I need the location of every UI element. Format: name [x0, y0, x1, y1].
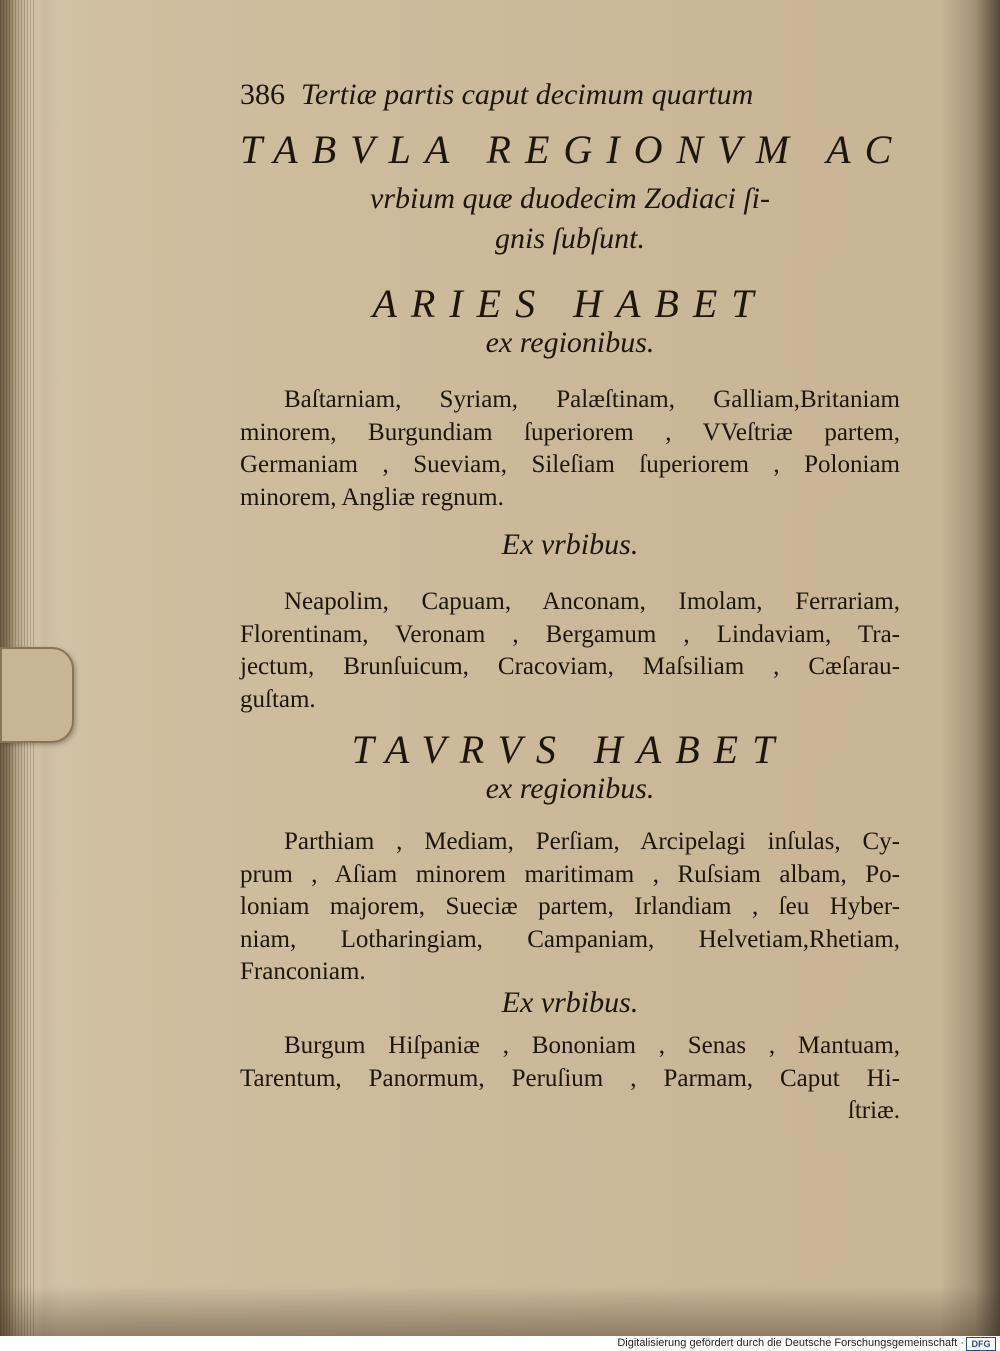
taurus-regions-paragraph — [240, 826, 900, 989]
text-line: Tarentum, Panormum, Peruſium , Parmam, Caput Hi- — [240, 1064, 900, 1092]
text-line: Franconiam. — [240, 958, 366, 985]
text-line: Burgum Hiſpaniæ , Bononiam , Senas , Mantuam, — [284, 1032, 900, 1059]
text-line: Florentinam, Veronam , Bergamum , Lindaviam, Tra- — [240, 620, 900, 648]
text-line: minorem, Burgundiam ſuperiorem , VVeſtriæ partem, — [240, 418, 900, 446]
taurus-cities-paragraph — [240, 1030, 900, 1128]
digitization-credit: Digitalisierung gefördert durch die Deutsche Forschungsgemeinschaft · — [0, 1336, 1000, 1351]
aries-cities-paragraph — [240, 586, 900, 716]
aries-heading: ARIES HABET — [372, 281, 768, 326]
aries-subheading: ex regionibus. — [485, 326, 655, 359]
text-line: guſtam. — [240, 685, 316, 713]
text-line: Baſtarniam, Syriam, Palæſtinam, Galliam,Britaniam — [284, 386, 900, 413]
text-line: ſtriæ. — [847, 1097, 900, 1124]
page-tab-marker — [0, 647, 74, 743]
taurus-cities-heading: Ex vrbibus. — [501, 986, 639, 1019]
page-number: 386 — [240, 78, 285, 111]
table-title-line2: vrbium quæ duodecim Zodiaci ſi- — [370, 182, 770, 215]
text-line: loniam majorem, Sueciæ partem, Irlandiam , ſeu Hyber- — [240, 893, 900, 920]
text-line: Germaniam , Sueviam, Sileſiam ſuperiorem , Poloniam — [240, 451, 900, 478]
taurus-subheading: ex regionibus. — [485, 772, 655, 805]
text-line: niam, Lotharingiam, Campaniam, Helvetiam,Rhetiam, — [240, 925, 900, 953]
dfg-logo: DFG — [966, 1337, 996, 1351]
text-line: Parthiam , Mediam, Perſiam, Arcipelagi inſulas, Cy- — [284, 828, 900, 855]
aries-cities-heading: Ex vrbibus. — [501, 528, 639, 561]
table-title-line3: gnis ſubſunt. — [494, 222, 645, 255]
text-line: Neapolim, Capuam, Anconam, Imolam, Ferrariam, — [284, 588, 900, 615]
text-line: minorem, Angliæ regnum. — [240, 483, 504, 511]
running-head-title: Tertiæ partis caput decimum quartum — [301, 78, 754, 111]
taurus-heading: TAVRVS HABET — [351, 727, 789, 772]
running-head — [240, 78, 800, 112]
text-line: prum , Aſiam minorem maritimam , Ruſsiam albam, Po- — [240, 860, 900, 888]
table-title-line1: TABVLA REGIONVM AC — [240, 127, 906, 172]
text-line: jectum, Brunſuicum, Cracoviam, Maſsiliam , Cæſarau- — [240, 653, 900, 680]
aries-regions-paragraph — [240, 384, 900, 514]
